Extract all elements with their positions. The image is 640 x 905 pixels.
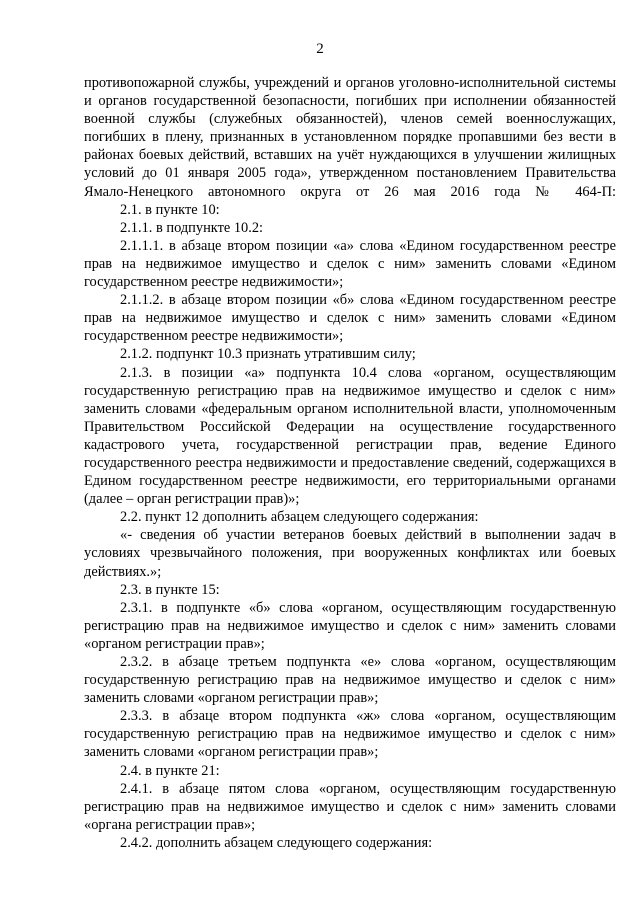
paragraph: 2.1.2. подпункт 10.3 признать утратившим силу;: [120, 346, 416, 363]
paragraph: 2.1.1.1. в абзаце втором позиции «а» слова «Едином государственном реестре прав на недвижимое имущество и сделок с ним» заменить словами «Едином государственном реестре недвижимости»;: [84, 237, 616, 291]
paragraph: 2.3.3. в абзаце втором подпункта «ж» слова «органом, осуществляющим государственную регистрацию прав на недвижимое имущество и сделок с ним» заменить словами «органом регистрации прав»;: [84, 708, 616, 761]
paragraph: противопожарной службы, учреждений и органов уголовно-исполнительной системы и органов государственной безопасности, погибших при исполнении обязанностей военной службы (служебных обязанностей), членов семей военнослужащих, погибших в плену, признанных в установленном порядке пропавшими без вести в районах боевых действий, вставших на учёт нуждающихся в улучшении жилищных условий до 01 января 2005 года», утвержденном постановлением Правительства Ямало-Ненецкого автономного округа от 26 мая 2016 года № 464-П:: [84, 75, 616, 200]
page-number: 2: [316, 41, 324, 57]
paragraph: 2.1. в пункте 10:: [120, 201, 220, 218]
paragraph: 2.1.1.2. в абзаце втором позиции «б» слова «Едином государственном реестре прав на недвижимое имущество и сделок с ним» заменить словами «Едином государственном реестре недвижимости»;: [84, 292, 616, 345]
paragraph: 2.4. в пункте 21:: [120, 762, 220, 779]
paragraph: «- сведения об участии ветеранов боевых действий в выполнении задач в условиях чрезвычайного положения, при вооруженных конфликтах или боевых действиях.»;: [84, 527, 616, 580]
paragraph: 2.2. пункт 12 дополнить абзацем следующего содержания:: [120, 509, 479, 526]
paragraph: 2.3.2. в абзаце третьем подпункта «е» слова «органом, осуществляющим государственную регистрацию прав на недвижимое имущество и сделок с ним» заменить словами «органом регистрации прав»;: [84, 654, 616, 707]
paragraph: 2.1.1. в подпункте 10.2:: [120, 219, 264, 236]
paragraph: 2.1.3. в позиции «а» подпункта 10.4 слова «органом, осуществляющим государственную регистрацию прав на недвижимое имущество и сделок с ним» заменить словами «федеральным органом исполнительной власти, уполномоченным Правительством Российской Федерации на осуществление государственного кадастрового учета, государственной регистрации прав, ведение Единого государственного реестра недвижимости и предоставление сведений, содержащихся в Едином государственном реестре недвижимости, его территориальными органами (далее – орган регистрации прав)»;: [84, 364, 616, 508]
paragraph: 2.3. в пункте 15:: [120, 581, 220, 598]
paragraph: 2.4.2. дополнить абзацем следующего содержания:: [120, 834, 433, 851]
document-body: [84, 74, 616, 852]
paragraph: 2.4.1. в абзаце пятом слова «органом, осуществляющим государственную регистрацию прав на недвижимое имущество и сделок с ним» заменить словами «органа регистрации прав»;: [84, 780, 616, 833]
paragraph: 2.3.1. в подпункте «б» слова «органом, осуществляющим государственную регистрацию прав на недвижимое имущество и сделок с ним» заменить словами «органом регистрации прав»;: [84, 599, 616, 652]
